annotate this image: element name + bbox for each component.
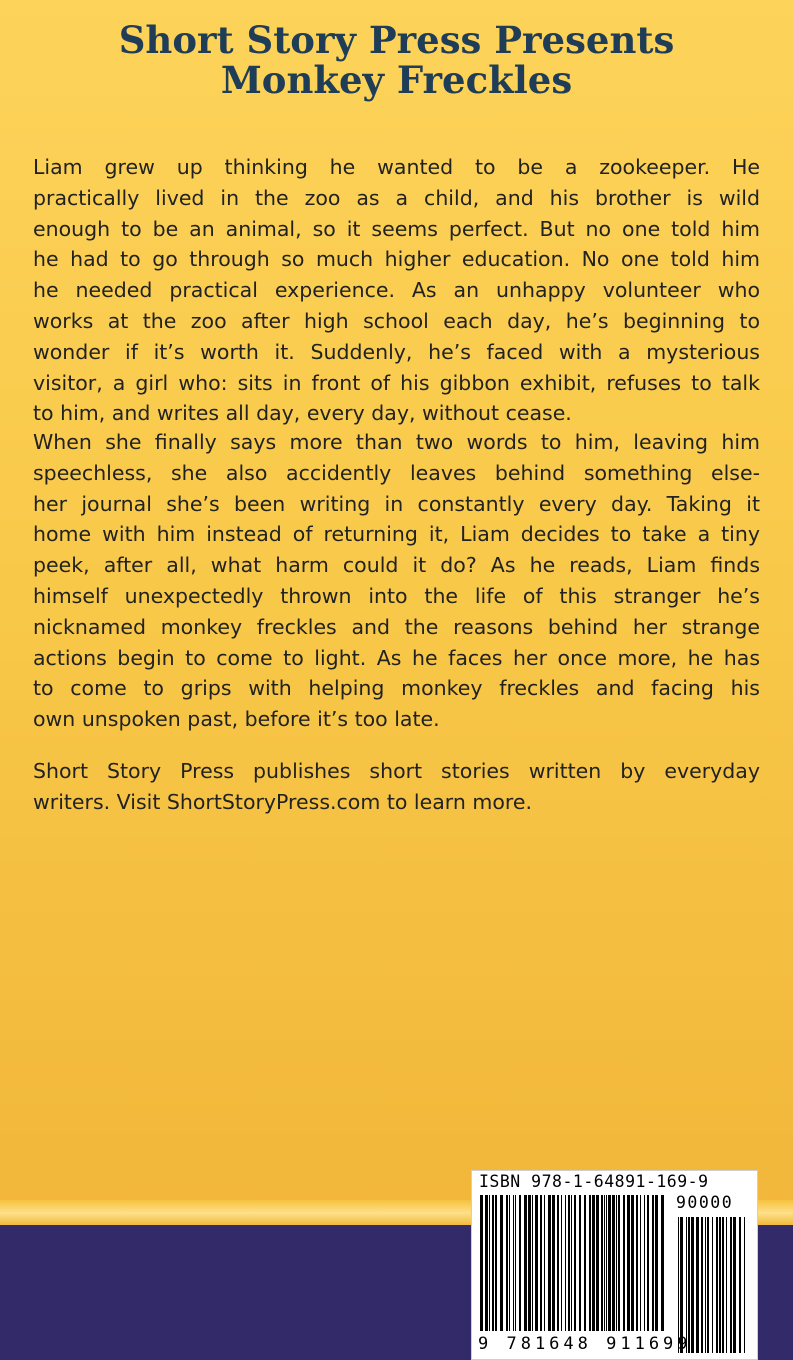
barcode-bar (568, 1195, 570, 1331)
barcode-bar (552, 1195, 555, 1331)
barcode-digits: 9 781648 911699 (478, 1334, 692, 1354)
text-line: himself unexpectedly thrown into the life of this stranger he’s (33, 583, 760, 608)
barcode-bar (540, 1195, 542, 1331)
text-line: he had to go through so much higher education. No one told him (33, 247, 760, 272)
barcode-bar (739, 1217, 741, 1353)
barcode-bar (574, 1195, 576, 1331)
barcode-bar (696, 1217, 699, 1353)
barcode-bar (719, 1217, 721, 1353)
barcode-bar (548, 1195, 551, 1331)
barcode-bar (565, 1195, 566, 1331)
barcode-bar (680, 1217, 683, 1353)
barcode-bar (730, 1217, 732, 1353)
barcode-bar (592, 1195, 595, 1331)
isbn-label: ISBN 978-1-64891-169-9 (479, 1172, 709, 1191)
text-line: her journal she’s been writing in constantly every day. Taking it (33, 491, 760, 516)
barcode-bar (705, 1217, 706, 1353)
barcode-bar (627, 1195, 630, 1331)
barcode-bar (722, 1217, 724, 1353)
text-line: own unspoken past, before it’s too late. (33, 707, 440, 732)
barcode-bar (604, 1195, 605, 1331)
text-line: speechless, she also accidently leaves behind something else- (33, 460, 760, 485)
barcode-bar (661, 1195, 664, 1331)
text-line: to come to grips with helping monkey freckles and facing his (33, 676, 760, 701)
barcode-bar (744, 1217, 745, 1353)
barcode-bar (707, 1217, 709, 1353)
barcode-bar (557, 1195, 559, 1331)
barcode-bar (631, 1195, 634, 1331)
barcode-bar (515, 1195, 516, 1331)
barcode-bar (513, 1195, 514, 1331)
text-line: to him, and writes all day, every day, without cease. (33, 401, 572, 426)
text-line: writers. Visit ShortStoryPress.com to learn more. (33, 789, 532, 814)
barcode-bar (688, 1217, 690, 1353)
barcode-bar (733, 1217, 736, 1353)
barcode-bar (726, 1217, 727, 1353)
barcode-bar (647, 1195, 649, 1331)
barcode-bar (716, 1217, 718, 1353)
text-line: peek, after all, what harm could it do? As he reads, Liam finds (33, 553, 760, 578)
barcode-bar (480, 1195, 483, 1331)
barcode-bar (485, 1195, 488, 1331)
barcode-bar (495, 1195, 497, 1331)
barcode-bar (489, 1195, 490, 1331)
barcode-bar (655, 1195, 658, 1331)
isbn-barcode (471, 1170, 758, 1360)
barcode-bar (535, 1195, 538, 1331)
barcode-bar (584, 1195, 586, 1331)
book-title: Monkey Freckles (220, 58, 573, 102)
barcode-bar (601, 1195, 603, 1331)
text-line: visitor, a girl who: sits in front of his gibbon exhibit, refuses to talk (33, 370, 760, 395)
barcode-bar (618, 1195, 620, 1331)
barcode-bar (492, 1195, 494, 1331)
synopsis-paragraph-2 (33, 427, 760, 735)
barcode-bar (528, 1195, 531, 1331)
barcode-bar (712, 1217, 713, 1353)
text-line: enough to be an animal, so it seems perfect. But no one told him (33, 216, 760, 241)
barcode-bar (686, 1217, 687, 1353)
barcode-bar (524, 1195, 527, 1331)
text-line: When she finally says more than two words to him, leaving him (33, 430, 760, 454)
text-line: Short Story Press publishes short stories written by everyday (33, 759, 760, 783)
barcode-bar (506, 1195, 508, 1331)
barcode-bar (519, 1195, 521, 1331)
barcode-bar (640, 1195, 641, 1331)
text-line: wonder if it’s worth it. Suddenly, he’s faced with a mysterious (33, 339, 760, 364)
barcode-bar (701, 1217, 703, 1353)
text-line: home with him instead of returning it, Liam decides to take a tiny (33, 522, 760, 547)
barcode-bar (616, 1195, 617, 1331)
text-line: practically lived in the zoo as a child, and his brother is wild (33, 185, 760, 210)
barcode-bar (652, 1195, 654, 1331)
text-line: Liam grew up thinking he wanted to be a zookeeper. He (33, 155, 760, 179)
barcode-bar (691, 1217, 694, 1353)
barcode-bar (561, 1195, 562, 1331)
text-line: works at the zoo after high school each day, he’s beginning to (33, 308, 760, 333)
barcode-bar (532, 1195, 533, 1331)
barcode-bar (678, 1217, 679, 1353)
barcode-bar (571, 1195, 572, 1331)
barcode-bar (623, 1195, 625, 1331)
barcode-bar (596, 1195, 599, 1331)
barcode-bar (589, 1195, 591, 1331)
barcode-bar (608, 1195, 611, 1331)
price-code: 90000 (676, 1193, 734, 1212)
barcode-bar (606, 1195, 607, 1331)
publisher-blurb (33, 756, 760, 818)
text-line: he needed practical experience. As an unhappy volunteer who (33, 278, 760, 303)
title-line-1: Short Story Press Presents (118, 18, 675, 62)
barcode-bar (644, 1195, 645, 1331)
barcode-bar (509, 1195, 510, 1331)
barcode-bar (612, 1195, 615, 1331)
text-line: actions begin to come to light. As he faces her once more, he has (33, 645, 760, 670)
synopsis-paragraph-1 (33, 152, 760, 429)
text-line: nicknamed monkey freckles and the reasons behind her strange (33, 614, 760, 639)
barcode-bar (636, 1195, 638, 1331)
barcode-bar (579, 1195, 581, 1331)
barcode-bar (500, 1195, 503, 1331)
barcode-bar (544, 1195, 545, 1331)
